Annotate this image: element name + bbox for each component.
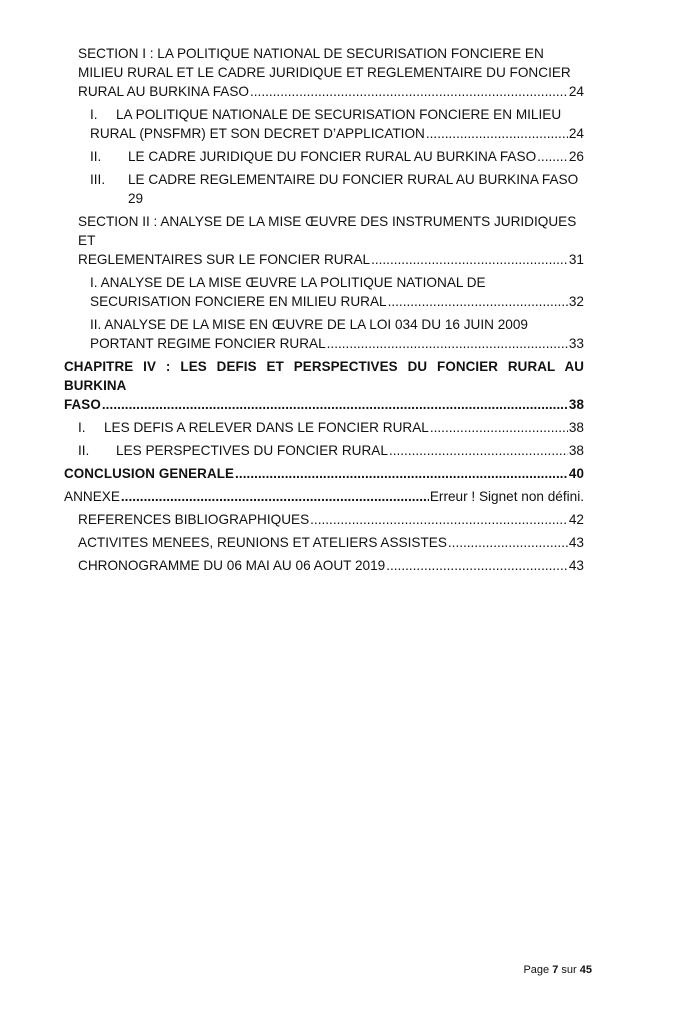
dot-leader	[430, 418, 568, 437]
toc-entry-text-line: II. ANALYSE DE LA MISE EN ŒUVRE DE LA LOI 034 DU 16 JUIN 2009	[90, 317, 528, 332]
dot-leader	[327, 334, 568, 353]
entry-number: I.	[78, 420, 86, 435]
page-number: 33	[568, 336, 584, 351]
dot-leader	[102, 395, 568, 414]
page-number: 26	[568, 149, 584, 164]
toc-entry-section-1-ii[interactable]	[90, 147, 584, 166]
footer-sur-word: sur	[561, 964, 577, 976]
footer-total-pages: 45	[579, 964, 592, 976]
toc-entry-text-line: REGLEMENTAIRES SUR LE FONCIER RURAL	[78, 252, 371, 267]
toc-entry-text-line: REFERENCES BIBLIOGRAPHIQUES	[78, 512, 310, 527]
page-number: 38	[568, 443, 584, 458]
page-number: 29	[128, 191, 144, 206]
footer-current-page: 7	[552, 964, 559, 976]
toc-entry-text-line: SECTION II : ANALYSE DE LA MISE ŒUVRE DES INSTRUMENTS JURIDIQUES ET	[78, 214, 577, 248]
dot-leader	[250, 82, 568, 101]
entry-number: II.	[78, 443, 90, 458]
toc-entry-text-line: SECURISATION FONCIERE EN MILIEU RURAL	[90, 294, 387, 309]
page-number: 24	[568, 126, 584, 141]
toc-entry-section-1-i[interactable]	[90, 105, 584, 143]
toc-entry-text-line: LES PERSPECTIVES DU FONCIER RURAL	[116, 443, 388, 458]
toc-entry-text-line: RURAL (PNSFMR) ET SON DECRET D’APPLICATION	[90, 126, 425, 141]
dot-leader	[388, 292, 568, 311]
toc-entry-text-line: ACTIVITES MENEES, REUNIONS ET ATELIERS ASSISTES	[78, 535, 447, 550]
page-number: 42	[568, 512, 584, 527]
dot-leader	[121, 487, 429, 506]
page-number: 43	[568, 558, 584, 573]
page-number: 31	[568, 252, 584, 267]
footer-page-word: Page	[523, 964, 550, 976]
dot-leader	[389, 441, 568, 460]
page-number: 32	[568, 294, 584, 309]
toc-entry-text-line: CONCLUSION GENERALE	[64, 466, 235, 481]
toc-entry-text-line: LES DEFIS A RELEVER DANS LE FONCIER RURAL	[104, 420, 429, 435]
toc-entry-text-line: I. ANALYSE DE LA MISE ŒUVRE LA POLITIQUE NATIONAL DE	[90, 275, 486, 290]
toc-entry-text-line: LE CADRE REGLEMENTAIRE DU FONCIER RURAL AU BURKINA FASO	[128, 172, 579, 187]
toc-entry-text-line: CHRONOGRAMME DU 06 MAI AU 06 AOUT 2019	[78, 558, 386, 573]
dot-leader	[386, 556, 568, 575]
toc-entry-chapter-4-i[interactable]	[78, 418, 584, 437]
entry-number: II.	[90, 149, 102, 164]
toc-entry-activites[interactable]	[78, 533, 584, 552]
dot-leader	[426, 124, 568, 143]
page-number: 43	[568, 535, 584, 550]
toc-entry-annexe[interactable]	[64, 487, 584, 506]
toc-entry-section-1[interactable]	[78, 44, 584, 101]
table-of-contents	[64, 44, 584, 579]
toc-entry-text-line: LE CADRE JURIDIQUE DU FONCIER RURAL AU BURKINA FASO	[128, 149, 537, 164]
entry-number: I.	[90, 107, 98, 122]
dot-leader	[537, 147, 568, 166]
toc-entry-chronogramme[interactable]	[78, 556, 584, 575]
toc-entry-text-line: PORTANT REGIME FONCIER RURAL	[90, 336, 326, 351]
toc-entry-text-line: CHAPITRE IV : LES DEFIS ET PERSPECTIVES DU FONCIER RURAL AU BURKINA	[64, 359, 584, 393]
toc-entry-references[interactable]	[78, 510, 584, 529]
toc-entry-section-1-iii[interactable]	[90, 170, 584, 208]
toc-entry-chapter-4[interactable]	[64, 357, 584, 414]
toc-entry-conclusion[interactable]	[64, 464, 584, 483]
toc-entry-text-line: FASO	[64, 397, 101, 412]
bookmark-error: Erreur ! Signet non défini.	[429, 489, 584, 504]
toc-entry-section-2[interactable]	[78, 212, 584, 269]
toc-entry-text-line: SECTION I : LA POLITIQUE NATIONAL DE SECURISATION FONCIERE EN	[78, 46, 544, 61]
toc-entry-text-line: RURAL AU BURKINA FASO	[78, 84, 249, 99]
dot-leader	[371, 250, 568, 269]
page-number: 38	[568, 420, 584, 435]
dot-leader	[448, 533, 568, 552]
toc-entry-section-2-i[interactable]	[90, 273, 584, 311]
dot-leader	[310, 510, 568, 529]
page-number: 38	[568, 397, 584, 412]
toc-entry-chapter-4-ii[interactable]	[78, 441, 584, 460]
dot-leader	[235, 464, 568, 483]
page-footer	[523, 964, 592, 976]
page-number: 24	[568, 84, 584, 99]
page-number: 40	[568, 466, 584, 481]
toc-entry-text-line: ANNEXE	[64, 489, 120, 504]
toc-entry-section-2-ii[interactable]	[90, 315, 584, 353]
entry-number: III.	[90, 172, 106, 187]
toc-entry-text-line: LA POLITIQUE NATIONALE DE SECURISATION FONCIERE EN MILIEU	[116, 107, 562, 122]
toc-entry-text-line: MILIEU RURAL ET LE CADRE JURIDIQUE ET REGLEMENTAIRE DU FONCIER	[78, 65, 571, 80]
